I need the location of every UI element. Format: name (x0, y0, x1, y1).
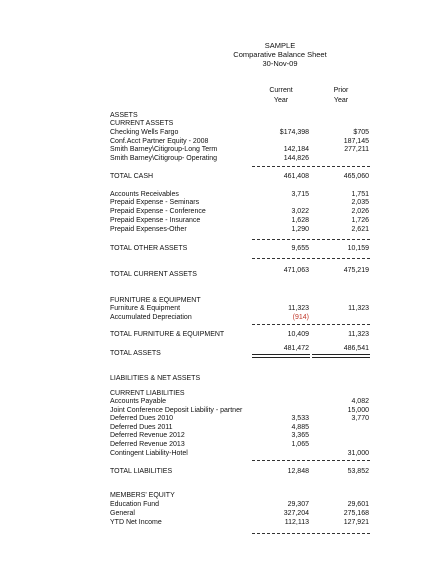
row-label: CURRENT LIABILITIES (110, 390, 185, 397)
prior-year-value: 277,211 (344, 146, 369, 153)
rule-cur-5 (252, 460, 310, 461)
current-year-value: 9,655 (291, 245, 309, 252)
prior-year-value: $705 (353, 129, 369, 136)
current-year-value: $174,398 (279, 129, 309, 136)
current-year-value: 4,885 (291, 424, 309, 431)
row-label: Smith Barney\Citigroup- Operating (110, 155, 217, 162)
rule-pri-6 (312, 533, 370, 534)
current-year-value: 144,826 (283, 155, 309, 162)
current-col-header-1: Current (269, 87, 293, 94)
prior-year-value: 31,000 (347, 450, 369, 457)
balance-row (0, 207, 440, 216)
rule-pri-4 (312, 324, 370, 325)
current-col-header-2: Year (273, 97, 289, 104)
balance-row (0, 500, 440, 509)
prior-year-value: 53,852 (347, 468, 369, 475)
prior-year-value: 2,035 (351, 199, 369, 206)
prior-year-value: 187,145 (343, 138, 369, 145)
current-year-value: 1,628 (291, 217, 309, 224)
prior-year-value: 11,323 (348, 305, 369, 312)
row-label: Prepaid Expense - Insurance (110, 217, 201, 224)
row-label: Prepaid Expense - Conference (110, 208, 206, 215)
current-year-value: (914) (292, 314, 309, 321)
prior-year-value: 10,159 (347, 245, 369, 252)
balance-row (0, 216, 440, 225)
row-label: TOTAL OTHER ASSETS (110, 245, 188, 252)
row-label: MEMBERS' EQUITY (110, 492, 175, 499)
prior-year-value: 127,921 (343, 519, 369, 526)
company-name: SAMPLE (264, 41, 296, 50)
row-label: Education Fund (110, 501, 160, 508)
double-rule-pri (312, 354, 370, 358)
rule-cur-3 (252, 258, 310, 259)
row-label: Prepaid Expense - Seminars (110, 199, 200, 206)
current-year-value: 3,022 (291, 208, 309, 215)
balance-row (0, 313, 440, 322)
balance-row (0, 145, 440, 154)
balance-row (0, 440, 440, 449)
current-year-value: 142,184 (283, 146, 309, 153)
prior-year-value: 29,601 (347, 501, 369, 508)
current-year-value: 12,848 (287, 468, 309, 475)
balance-row (0, 449, 440, 458)
current-year-value: 461,408 (283, 173, 309, 180)
row-label: TOTAL LIABILITIES (110, 468, 173, 475)
prior-year-value: 11,323 (348, 331, 369, 338)
rule-cur-4 (252, 324, 310, 325)
balance-row (0, 270, 440, 279)
current-year-value: 1,290 (291, 226, 309, 233)
row-label: ASSETS (110, 112, 138, 119)
prior-year-value: 1,726 (351, 217, 369, 224)
balance-row (0, 467, 440, 476)
row-label: General (110, 510, 135, 517)
row-label: Contingent Liability-Hotel (110, 450, 188, 457)
rule-pri-3 (312, 258, 370, 259)
balance-row (0, 119, 440, 128)
row-label: LIABILITIES & NET ASSETS (110, 375, 201, 382)
report-date: 30-Nov-09 (262, 59, 298, 68)
balance-row (0, 128, 440, 137)
balance-row (0, 374, 440, 383)
rule-pri-2 (312, 239, 370, 240)
row-label: Furniture & Equipment (110, 305, 181, 312)
prior-year-value: 475,219 (343, 267, 369, 274)
double-rule-cur (252, 354, 310, 358)
current-year-value: 112,113 (284, 519, 309, 526)
row-label: Accounts Receivables (110, 191, 179, 198)
current-year-value: 3,533 (291, 415, 309, 422)
row-label: Conf.Acct Partner Equity - 2008 (110, 138, 209, 145)
balance-row (0, 414, 440, 423)
balance-row (0, 244, 440, 253)
row-label: Joint Conference Deposit Liability - partner (110, 407, 243, 414)
balance-row (0, 172, 440, 181)
row-label: CURRENT ASSETS (110, 120, 174, 127)
row-label: TOTAL ASSETS (110, 350, 161, 357)
balance-row (0, 518, 440, 527)
prior-year-value: 465,060 (343, 173, 369, 180)
prior-year-value: 4,082 (351, 398, 369, 405)
row-label: TOTAL CASH (110, 173, 154, 180)
row-label: Deferred Revenue 2012 (110, 432, 185, 439)
row-label: Accounts Payable (110, 398, 167, 405)
row-label: TOTAL FURNITURE & EQUIPMENT (110, 331, 225, 338)
balance-row (0, 509, 440, 518)
current-year-value: 327,204 (283, 510, 309, 517)
rule-cur-2 (252, 239, 310, 240)
row-label: Deferred Dues 2011 (110, 424, 173, 431)
balance-row (0, 154, 440, 163)
row-label: Deferred Revenue 2013 (110, 441, 185, 448)
prior-year-value: 15,000 (347, 407, 369, 414)
balance-row (0, 431, 440, 440)
row-label: TOTAL CURRENT ASSETS (110, 271, 197, 278)
current-year-value: 29,307 (287, 501, 309, 508)
report-title: Comparative Balance Sheet (233, 50, 327, 59)
balance-row (0, 198, 440, 207)
current-year-value: 11,323 (288, 305, 309, 312)
balance-row (0, 349, 440, 358)
current-year-value: 3,715 (291, 191, 309, 198)
row-label: YTD Net Income (110, 519, 162, 526)
rule-pri-1 (312, 166, 370, 167)
row-label: FURNITURE & EQUIPMENT (110, 297, 201, 304)
row-label: Prepaid Expenses-Other (110, 226, 187, 233)
prior-year-value: 1,751 (351, 191, 369, 198)
prior-year-value: 2,621 (351, 226, 369, 233)
balance-row (0, 225, 440, 234)
prior-year-value: 2,026 (351, 208, 369, 215)
rule-pri-5 (312, 460, 370, 461)
current-year-value: 10,409 (287, 331, 309, 338)
prior-year-value: 275,168 (343, 510, 369, 517)
prior-col-header-2: Year (333, 97, 349, 104)
current-year-value: 481,472 (283, 345, 309, 352)
row-label: Accumulated Depreciation (110, 314, 192, 321)
current-year-value: 1,065 (291, 441, 309, 448)
prior-year-value: 486,541 (343, 345, 369, 352)
balance-row (0, 397, 440, 406)
rule-cur-6 (252, 533, 310, 534)
balance-row (0, 330, 440, 339)
row-label: Deferred Dues 2010 (110, 415, 174, 422)
balance-row (0, 304, 440, 313)
rule-cur-1 (252, 166, 310, 167)
current-year-value: 471,063 (283, 267, 309, 274)
row-label: Smith Barney\Citigroup-Long Term (110, 146, 218, 153)
prior-year-value: 3,770 (351, 415, 369, 422)
balance-row (0, 491, 440, 500)
row-label: Checking Wells Fargo (110, 129, 179, 136)
prior-col-header-1: Prior (333, 87, 349, 94)
current-year-value: 3,365 (291, 432, 309, 439)
